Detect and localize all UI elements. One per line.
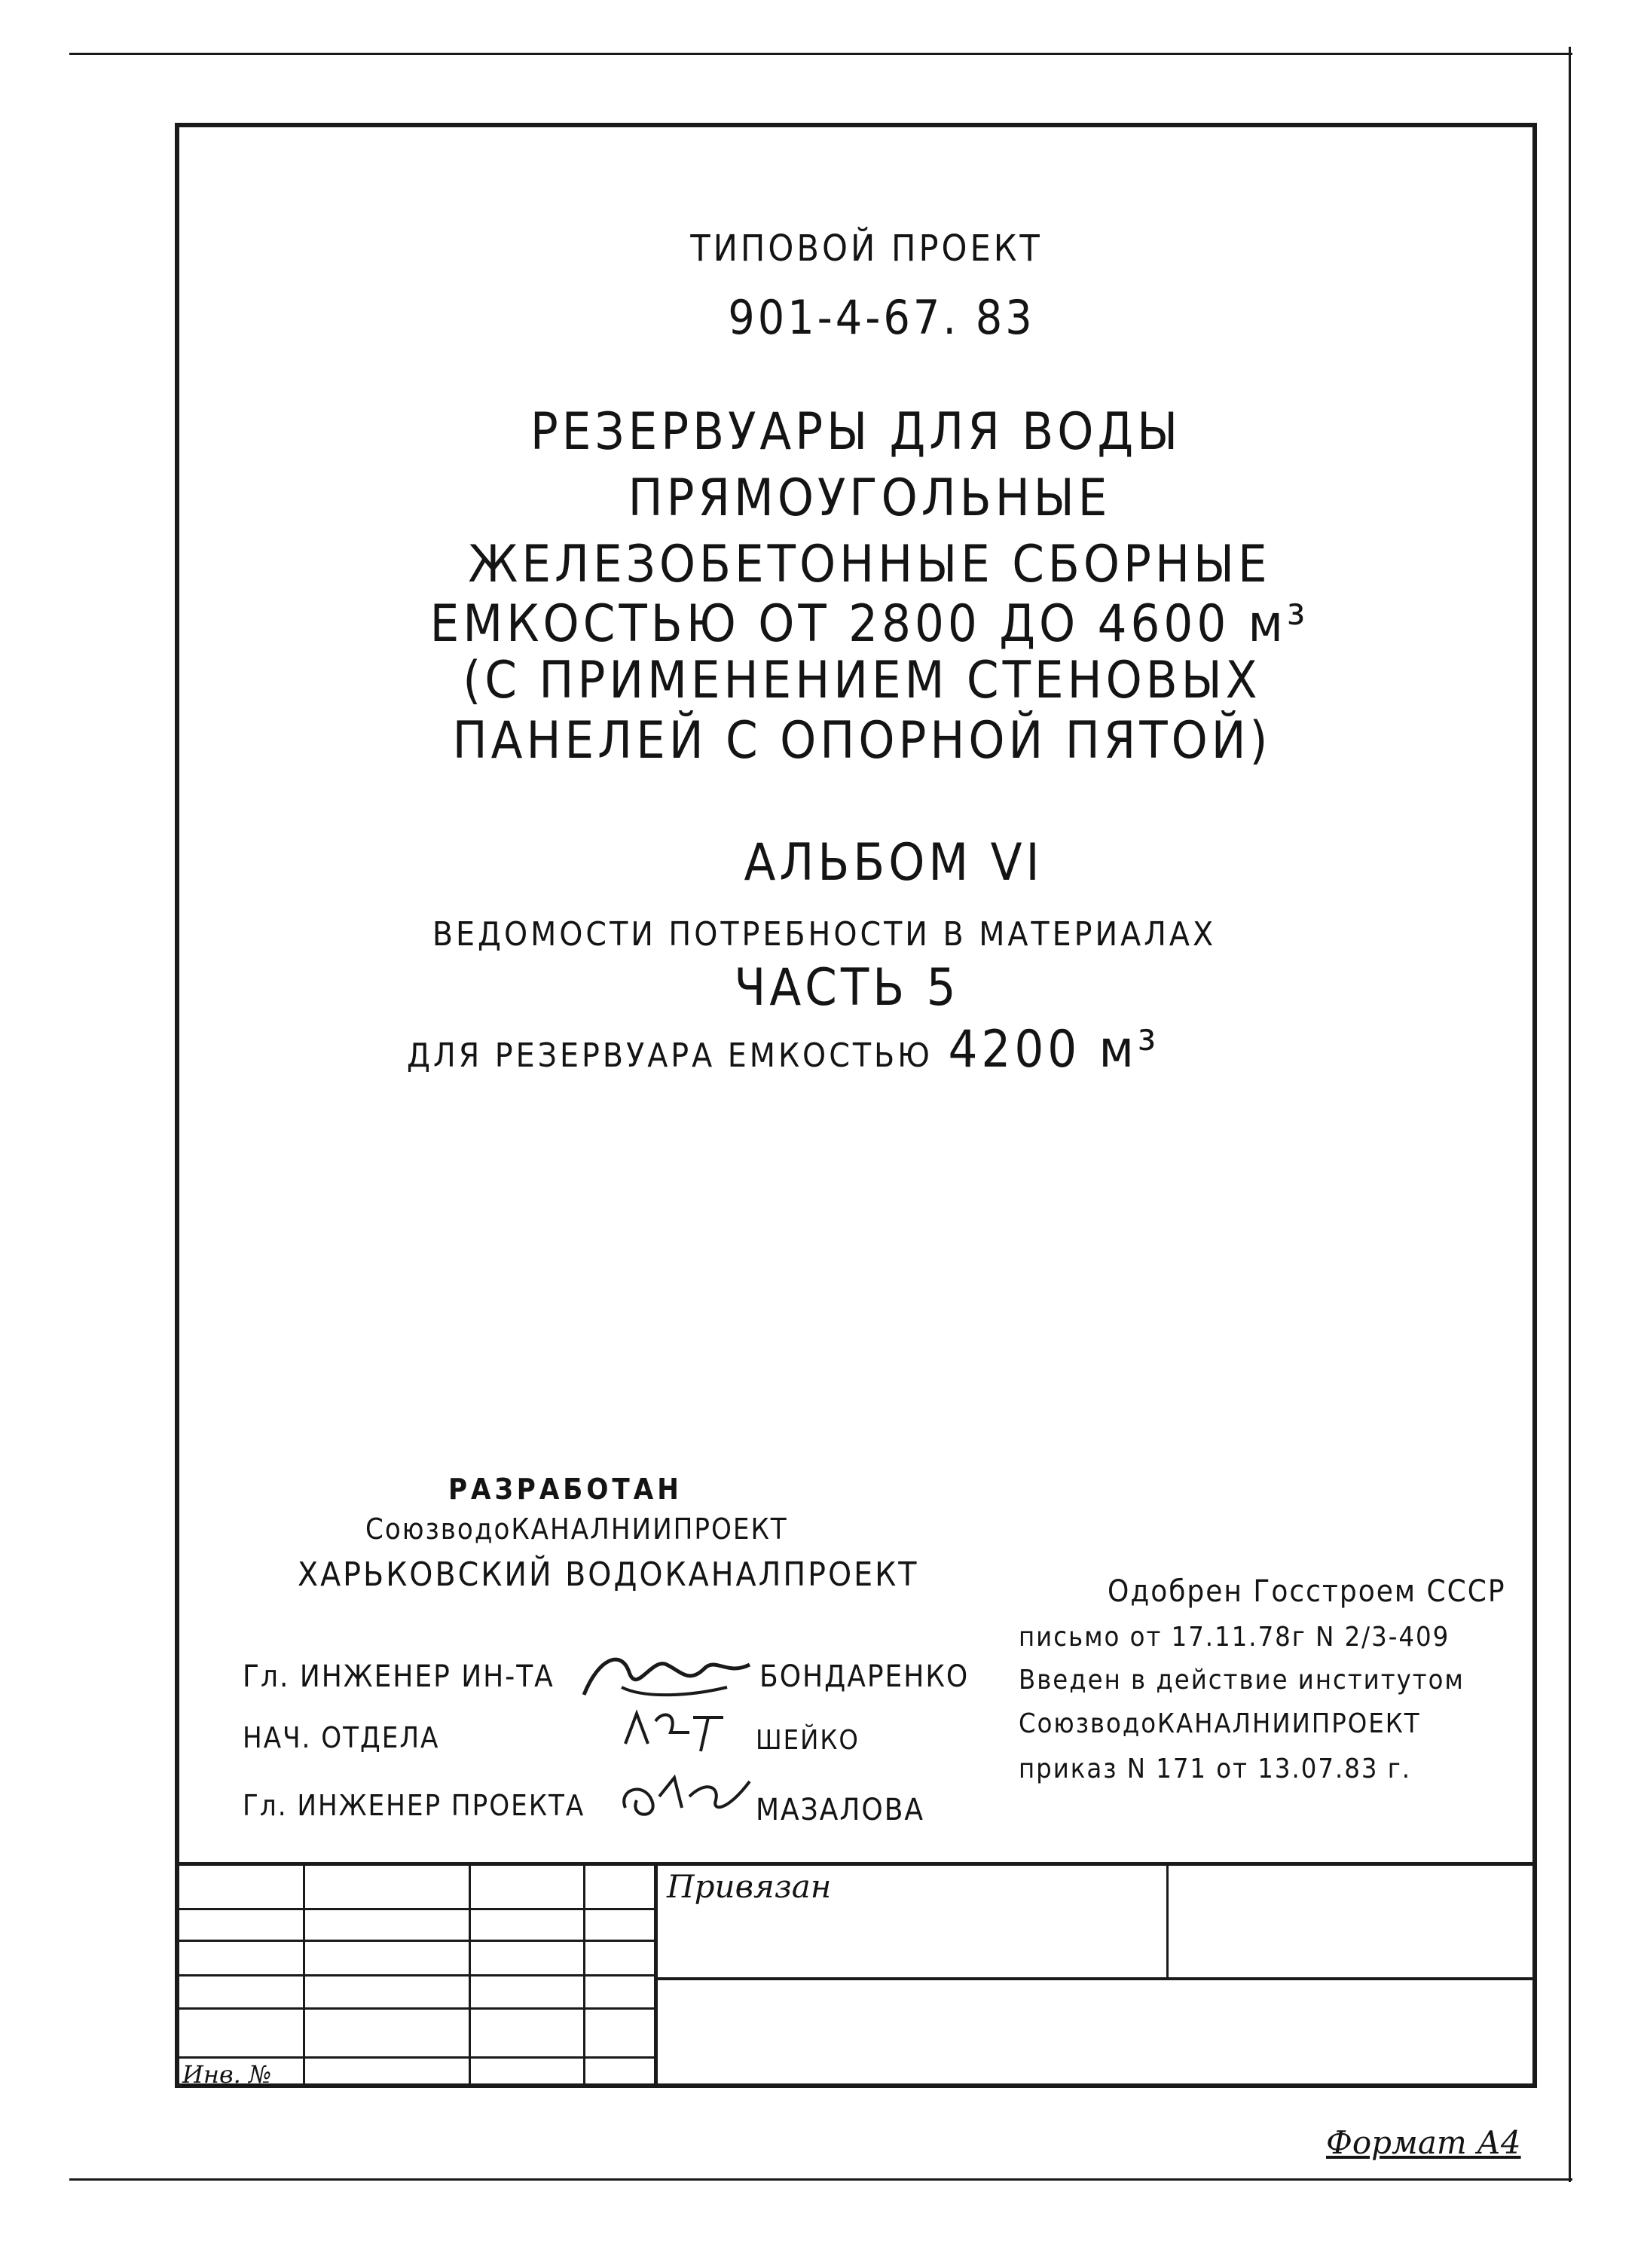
signature-name-1: БОНДАРЕНКО bbox=[759, 1659, 970, 1694]
signature-name-3: МАЗАЛОВА bbox=[756, 1793, 925, 1827]
signature-role-2: НАЧ. ОТДЕЛА bbox=[243, 1721, 440, 1754]
approval-line-5: приказ N 171 от 13.07.83 г. bbox=[1019, 1754, 1412, 1784]
stamp-col-line bbox=[583, 1862, 585, 2088]
title-line-5: (С ПРИМЕНЕНИЕМ СТЕНОВЫХ bbox=[463, 651, 1261, 710]
approval-line-1: Одобрен Госстроем СССР bbox=[1108, 1574, 1506, 1609]
signature-mark-3 bbox=[614, 1766, 757, 1827]
binding-label: Привязан bbox=[667, 1868, 832, 1905]
developer-heading: РАЗРАБОТАН bbox=[448, 1473, 683, 1506]
reservoir-line bbox=[407, 1020, 1160, 1079]
title-line-6: ПАНЕЛЕЙ С ОПОРНОЙ ПЯТОЙ) bbox=[452, 711, 1272, 771]
stamp-mid-line bbox=[655, 1977, 1537, 1980]
developer-org-2: ХАРЬКОВСКИЙ ВОДОКАНАЛПРОЕКТ bbox=[298, 1555, 919, 1594]
signature-role-1: Гл. ИНЖЕНЕР ИН-ТА bbox=[243, 1659, 555, 1694]
signature-mark-1 bbox=[576, 1642, 757, 1710]
album-subtitle: ВЕДОМОСТИ ПОТРЕБНОСТИ В МАТЕРИАЛАХ bbox=[432, 915, 1217, 954]
page-right-rule bbox=[1569, 47, 1571, 2182]
reservoir-volume: 4200 м³ bbox=[948, 1020, 1160, 1079]
approval-line-3: Введен в действие институтом bbox=[1019, 1665, 1465, 1696]
stamp-border-top bbox=[175, 1862, 1537, 1866]
title-line-2: ПРЯМОУГОЛЬНЫЕ bbox=[628, 469, 1111, 528]
format-label: Формат А4 bbox=[1326, 2124, 1521, 2161]
stamp-col-line bbox=[654, 1862, 658, 2088]
signature-role-3: Гл. ИНЖЕНЕР ПРОЕКТА bbox=[243, 1789, 585, 1822]
album-title: АЛЬБОМ VI bbox=[744, 833, 1044, 893]
stamp-col-line bbox=[303, 1862, 305, 2088]
stamp-col-line bbox=[469, 1862, 471, 2088]
title-line-3: ЖЕЛЕЗОБЕТОННЫЕ СБОРНЫЕ bbox=[468, 535, 1271, 594]
title-line-4: ЕМКОСТЬЮ ОТ 2800 ДО 4600 м³ bbox=[429, 594, 1309, 654]
developer-org-1: СоюзводоКАНАЛНИИПРОЕКТ bbox=[365, 1513, 788, 1546]
reservoir-prefix: ДЛЯ РЕЗЕРВУАРА ЕМКОСТЬЮ bbox=[407, 1036, 933, 1075]
approval-line-4: СоюзводоКАНАЛНИИПРОЕКТ bbox=[1019, 1708, 1421, 1739]
stamp-col-line bbox=[1166, 1862, 1169, 1979]
signature-name-2: ШЕЙКО bbox=[756, 1725, 860, 1756]
doc-type: ТИПОВОЙ ПРОЕКТ bbox=[690, 227, 1043, 270]
inventory-number-label: Инв. № bbox=[182, 2060, 272, 2089]
part-number: ЧАСТЬ 5 bbox=[734, 958, 960, 1018]
approval-line-2: письмо от 17.11.78г N 2/3-409 bbox=[1019, 1622, 1450, 1653]
signature-mark-2 bbox=[618, 1706, 731, 1759]
title-line-1: РЕЗЕРВУАРЫ ДЛЯ ВОДЫ bbox=[530, 402, 1182, 462]
page-bottom-rule bbox=[69, 2178, 1572, 2181]
project-code: 901-4-67. 83 bbox=[728, 290, 1035, 345]
page-top-rule bbox=[69, 53, 1572, 55]
